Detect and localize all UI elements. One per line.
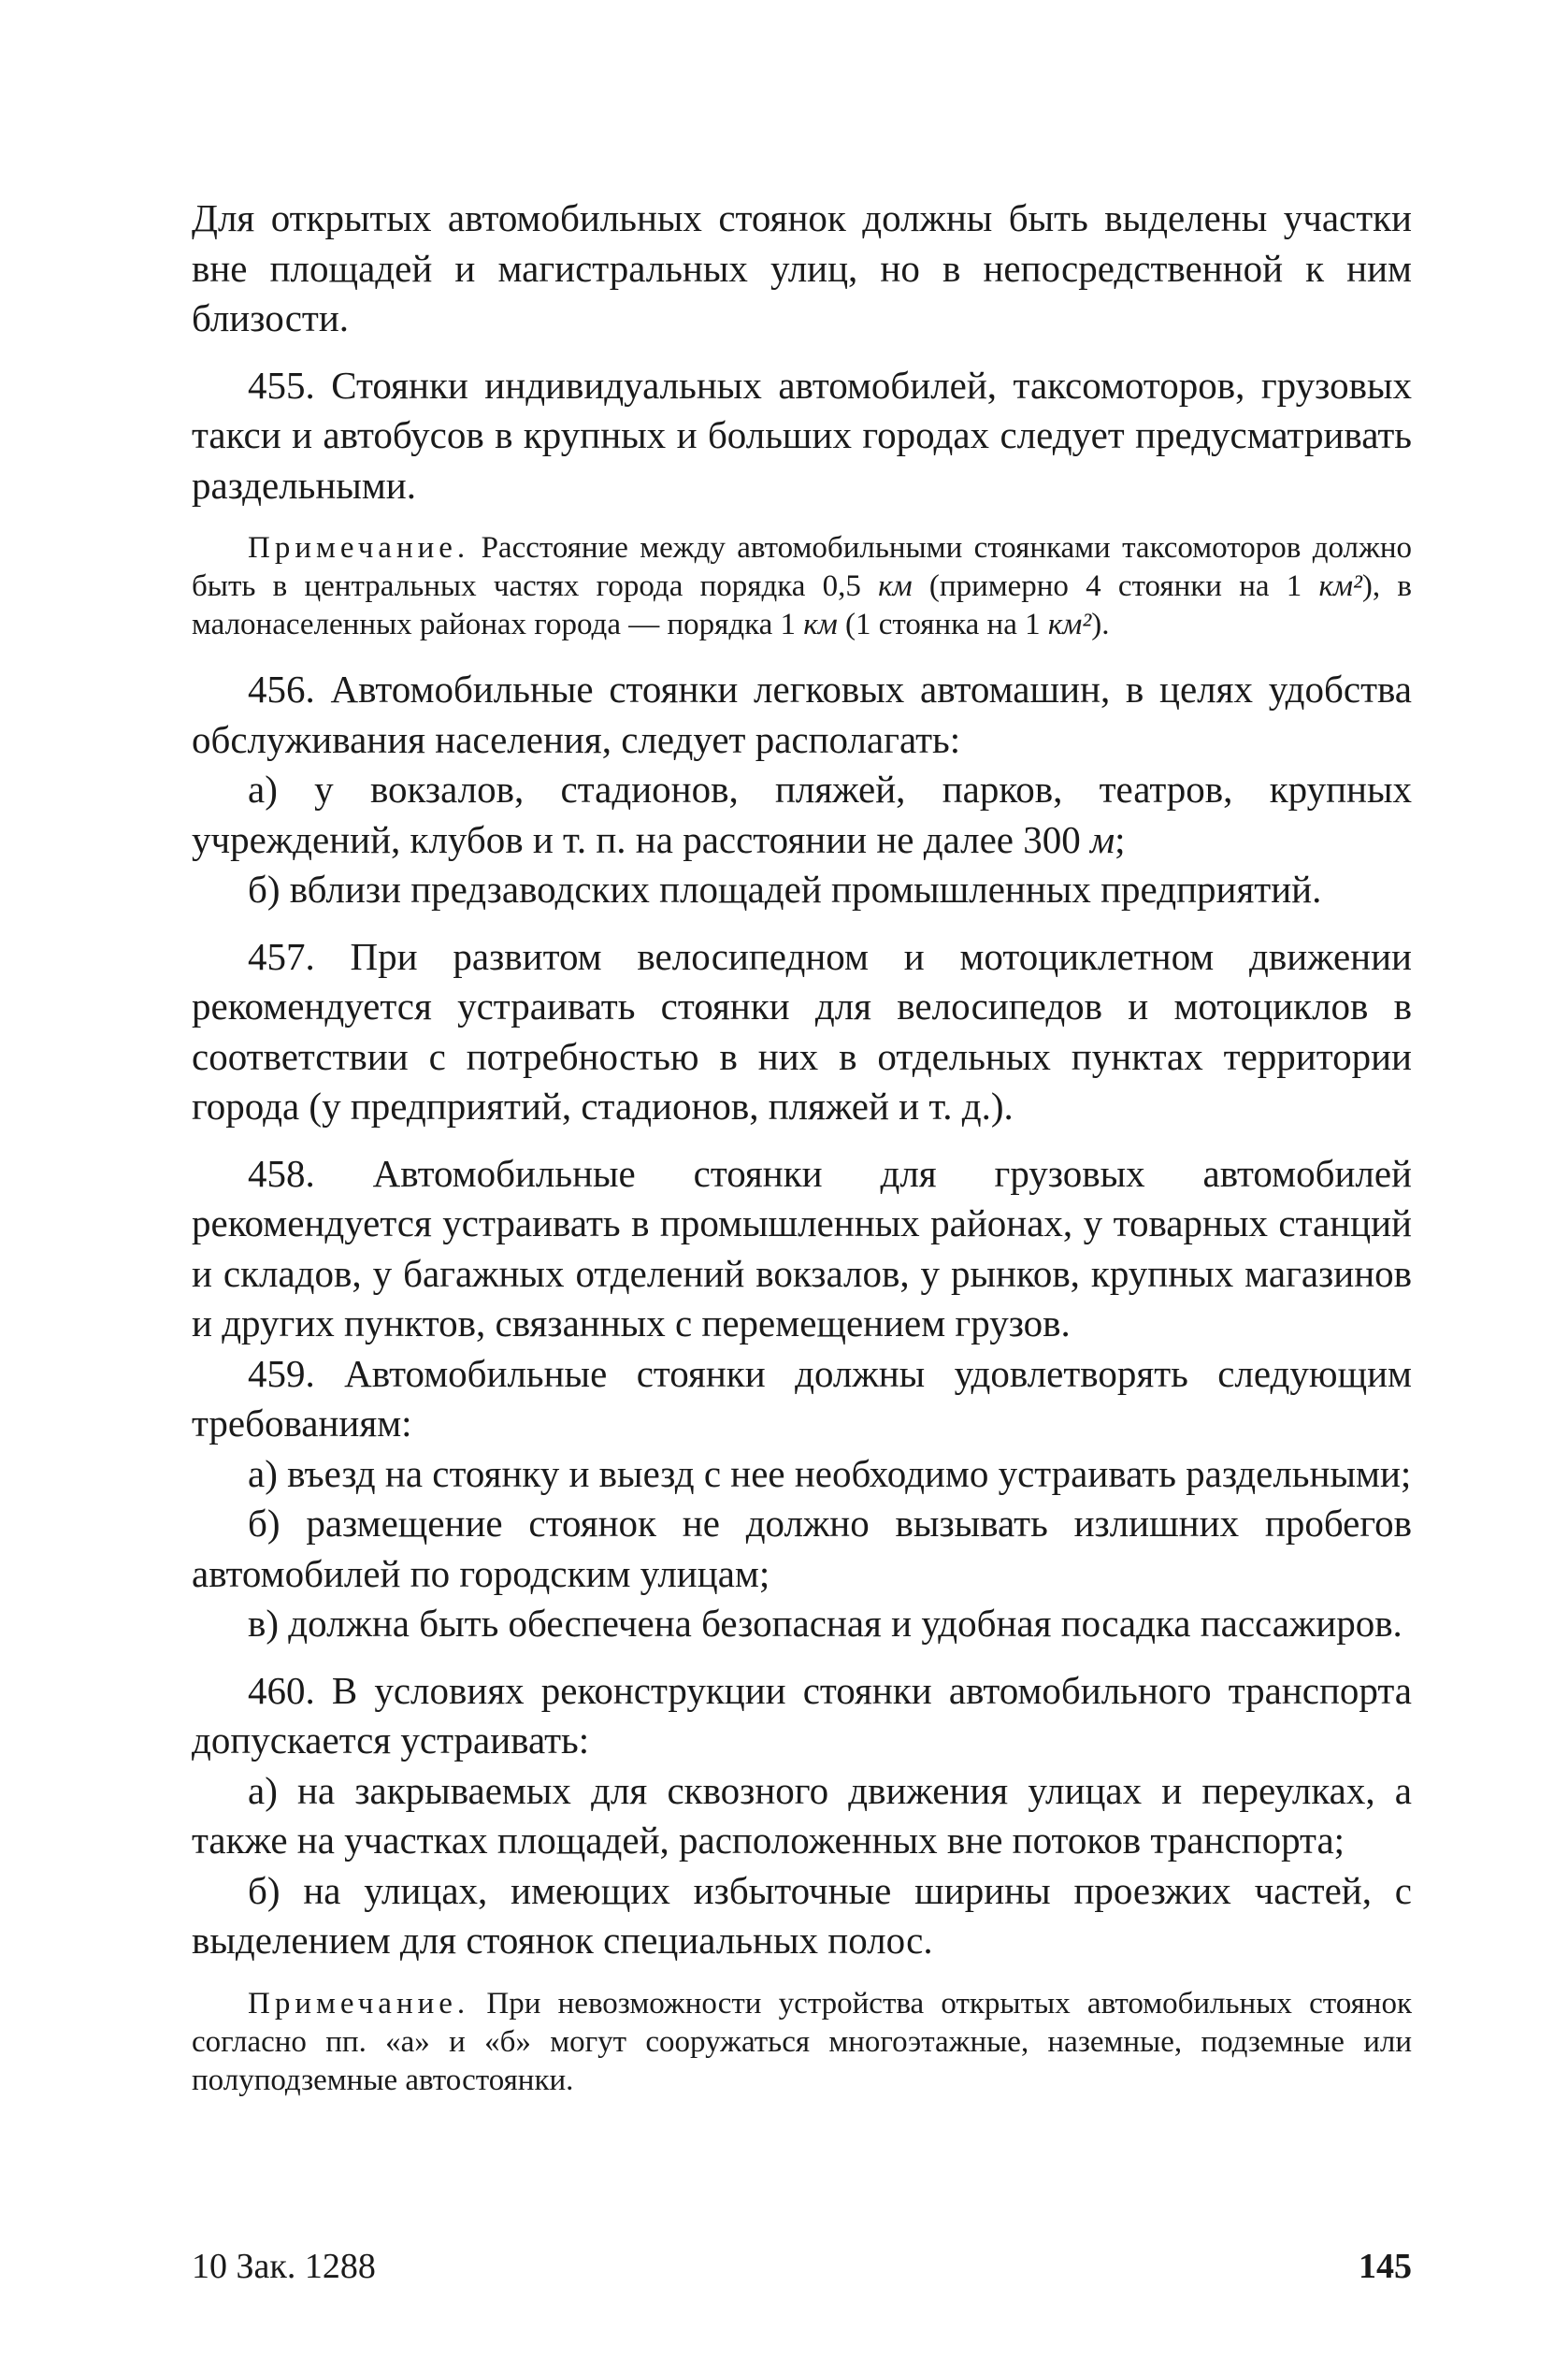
note-text: ), в малонаселенных районах города — порядка 1: [192, 569, 1412, 641]
item-text: ;: [1115, 817, 1126, 861]
note-2: [192, 1985, 1412, 2100]
paragraph-460-a: а) на закрываемых для сквозного движения улицах и переулках, а также на участках площадей, расположенных вне потоков транспорта;: [192, 1768, 1412, 1862]
unit: м: [1089, 817, 1115, 861]
paragraph-460-b: б) на улицах, имеющих избыточные ширины проезжих частей, с выделением для стоянок специальных полос.: [192, 1868, 1412, 1962]
unit: км: [803, 608, 838, 641]
page-number: 145: [1359, 2247, 1412, 2286]
note-text: ).: [1091, 608, 1110, 641]
order-number: 10 Зак. 1288: [192, 2247, 376, 2286]
paragraph-459: 459. Автомобильные стоянки должны удовлетворять следующим требованиям:: [192, 1351, 1412, 1445]
paragraph-459-b: б) размещение стоянок не должно вызывать излишних пробегов автомобилей по городским улицам;: [192, 1502, 1412, 1595]
body-text: [192, 194, 1412, 2121]
note-text: При невозможности устройства открытых автомобильных стоянок согласно пп. «а» и «б» могут сооружаться многоэтажные, наземные, подземные или полуподземные автостоянки.: [192, 1986, 1412, 2097]
page-footer: [192, 2246, 1412, 2287]
note-text: (1 стоянка на 1: [837, 608, 1048, 641]
note-1: [192, 529, 1412, 644]
paragraph-457: 457. При развитом велосипедном и мотоциклетном движении рекомендуется устраивать стоянки для велосипедов и мотоциклов в соответствии с потребностью в них в отдельных пунктах территории города (у предприятий, стадионов, пляжей и т. д.).: [192, 934, 1412, 1128]
paragraph-456: 456. Автомобильные стоянки легковых автомашин, в целях удобства обслуживания населения, следует располагать:: [192, 668, 1412, 761]
item-text: а) у вокзалов, стадионов, пляжей, парков, театров, крупных учреждений, клубов и т. п. на расстоянии не далее 300: [192, 768, 1412, 861]
paragraph-456-b: б) вблизи предзаводских площадей промышленных предприятий.: [248, 868, 1322, 911]
paragraph-458: 458. Автомобильные стоянки для грузовых автомобилей рекомендуется устраивать в промышленных районах, у товарных станций и складов, у багажных отделений вокзалов, у рынков, крупных магазинов и других пунктов, связанных с перемещением грузов.: [192, 1151, 1412, 1345]
note-text: (примерно 4 стоянки на 1: [912, 569, 1319, 603]
note-label: Примечание.: [248, 1986, 470, 2021]
paragraph-456-a: [192, 765, 1412, 865]
unit: км²: [1318, 569, 1362, 603]
paragraph-intro: Для открытых автомобильных стоянок должны быть выделены участки вне площадей и магистральных улиц, но в непосредственной к ним близости.: [192, 196, 1412, 339]
unit: км²: [1047, 608, 1092, 641]
note-text: Расстояние между автомобильными стоянками таксомоторов должно быть в центральных частях города порядка 0,5: [192, 531, 1412, 603]
unit: км: [878, 569, 913, 603]
paragraph-459-a: а) въезд на стоянку и выезд с нее необходимо устраивать раздельными;: [248, 1451, 1412, 1495]
paragraph-460: 460. В условиях реконструкции стоянки автомобильного транспорта допускается устраивать:: [192, 1668, 1412, 1762]
paragraph-459-c: в) должна быть обеспечена безопасная и удобная посадка пассажиров.: [248, 1602, 1403, 1645]
paragraph-455: 455. Стоянки индивидуальных автомобилей, таксомоторов, грузовых такси и автобусов в крупных и больших городах следует предусматривать раздельными.: [192, 363, 1412, 507]
note-label: Примечание.: [248, 531, 470, 565]
